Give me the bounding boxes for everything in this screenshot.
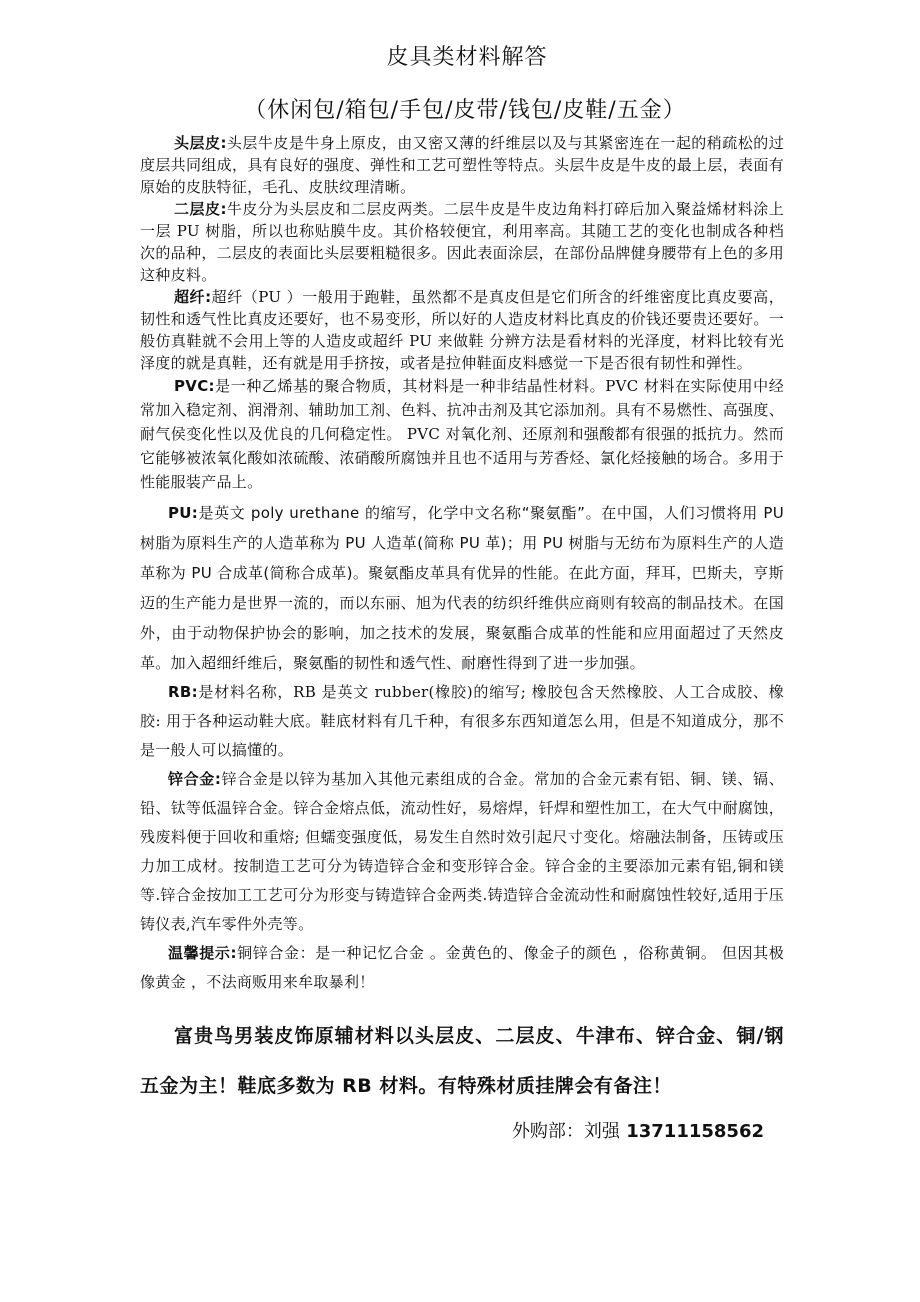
section-term: 二层皮: <box>174 200 227 218</box>
section-term: PU: <box>168 504 199 522</box>
section-text: 锌合金是以锌为基加入其他元素组成的合金。常加的合金元素有铝、铜、镁、镉、铅、钛等低温锌合金。锌合金熔点低，流动性好，易熔焊，钎焊和塑性加工，在大气中耐腐蚀，残废料便于回收和重熔; 但蠕变强度低，易发生自然时效引起尺寸变化。熔融法制备，压铸或压力加工成材。按制造工艺可分为铸造锌合金和变形锌合金。锌合金的主要添加元素有铝,铜和镁等.锌合金按加工工艺可分为形变与铸造锌合金两类.铸造锌合金流动性和耐腐蚀性较好,适用于压铸仪表,汽车零件外壳等。 <box>140 770 784 933</box>
section-text: 头层牛皮是牛身上原皮，由又密又薄的纤维层以及与其紧密连在一起的稍疏松的过度层共同组成，具有良好的强度、弹性和工艺可塑性等特点。头层牛皮是牛皮的最上层，表面有原始的皮肤特征，毛孔、皮肤纹理清晰。 <box>140 134 785 196</box>
section-tip <box>140 939 784 997</box>
section-term: 头层皮: <box>174 134 227 152</box>
section-pu <box>140 498 784 678</box>
section-split-leather <box>140 198 784 286</box>
section-top-grain-leather <box>140 132 784 198</box>
closing-statement: 富贵鸟男装皮饰原辅材料以头层皮、二层皮、牛津布、锌合金、铜/钢五金为主！鞋底多数为 RB 材料。有特殊材质挂牌会有备注！ <box>140 1025 784 1097</box>
section-term: RB: <box>168 683 198 701</box>
document-title: 皮具类材料解答 <box>386 45 548 70</box>
section-term: 温馨提示: <box>168 944 237 962</box>
contact-line <box>140 1117 784 1143</box>
section-text: 是材料名称，RB 是英文 rubber(橡胶)的缩写; 橡胶包含天然橡胶、人工合成胶、橡胶: 用于各种运动鞋大底。鞋底材料有几千种，有很多东西知道怎么用，但是不知道成分，那不是一般人可以搞懂的。 <box>140 683 784 759</box>
section-zinc-alloy <box>140 765 784 939</box>
section-text: 铜锌合金：是一种记忆合金 。金黄色的、像金子的颜色 ，俗称黄铜。 但因其极像黄金 ，不法商贩用来牟取暴利！ <box>140 944 784 991</box>
section-text: 牛皮分为头层皮和二层皮两类。二层牛皮是牛皮边角料打碎后加入聚益烯材料涂上一层 PU 树脂，所以也称贴膜牛皮。其价格较便宜，利用率高。其随工艺的变化也制成各种档次的品种，二层皮的表面比头层要粗糙很多。因此表面涂层，在部份品牌健身腰带有上色的多用这种皮料。 <box>140 200 785 284</box>
document-subtitle: （休闲包/箱包/手包/皮带/钱包/皮鞋/五金） <box>244 98 686 123</box>
section-text: 是一种乙烯基的聚合物质，其材料是一种非结晶性材料。PVC 材料在实际使用中经常加入稳定剂、润滑剂、辅助加工剂、色料、抗冲击剂及其它添加剂。具有不易燃性、高强度、耐气侯变化性以及优良的几何稳定性。 PVC 对氧化剂、还原剂和强酸都有很强的抵抗力。然而它能够被浓氧化酸如浓硫酸、浓硝酸所腐蚀并且也不适用与芳香烃、氯化烃接触的场合。多用于性能服装产品上。 <box>140 377 784 491</box>
section-rubber <box>140 678 784 765</box>
section-text: 是英文 poly urethane 的缩写，化学中文名称“聚氨酯”。在中国，人们习惯将用 PU 树脂为原料生产的人造革称为 PU 人造革(简称 PU 革)；用 PU 树脂与无纺布为原料生产的人造革称为 PU 合成革(简称合成革)。聚氨酯皮革具有优异的性能。在此方面，拜耳，巴斯夫，亨斯迈的生产能力是世界一流的，而以东丽、旭为代表的纺织纤维供应商则有较高的制品技术。在国外，由于动物保护协会的影响，加之技术的发展，聚氨酯合成革的性能和应用面超过了天然皮革。加入超细纤维后，聚氨酯的韧性和透气性、耐磨性得到了进一步加强。 <box>140 504 784 672</box>
section-text: 超纤（PU ）一般用于跑鞋，虽然都不是真皮但是它们所含的纤维密度比真皮要高，韧性和透气性比真皮还要好，也不易变形，所以好的人造皮材料比真皮的价钱还要贵还要好。一般仿真鞋就不会用上等的人造皮或超纤 PU 来做鞋 分辨方法是看材料的光泽度，材料比较有光泽度的就是真鞋，还有就是用手挤按，或者是拉伸鞋面皮料感觉一下是否很有韧性和弹性。 <box>140 288 784 372</box>
contact-phone: 13711158562 <box>626 1121 764 1142</box>
section-term: 超纤: <box>174 288 212 306</box>
section-pvc <box>140 374 784 494</box>
section-microfiber <box>140 286 784 374</box>
document-page <box>140 40 784 1143</box>
section-term: PVC: <box>174 377 215 395</box>
section-term: 锌合金: <box>168 770 222 788</box>
contact-label: 外购部：刘强 <box>511 1121 620 1142</box>
